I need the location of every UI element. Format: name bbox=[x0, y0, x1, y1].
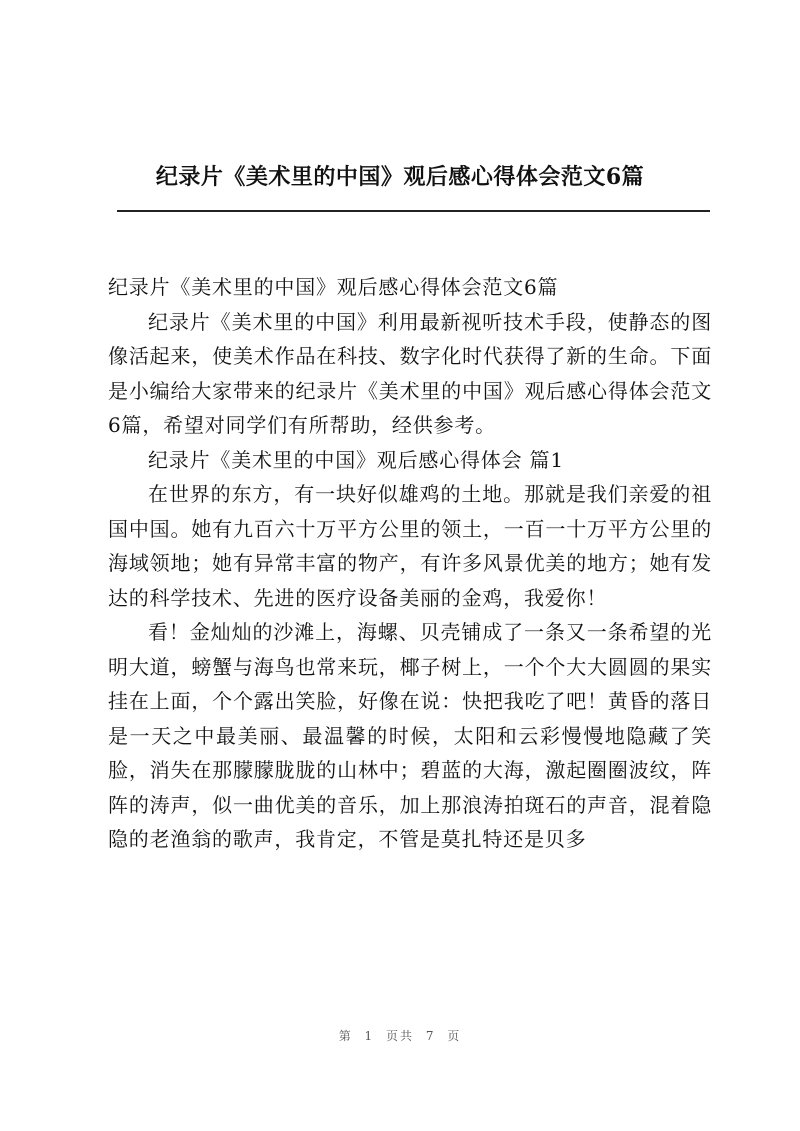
page-number: 第 1 页共 7 页 bbox=[338, 1029, 462, 1043]
document-title: 纪录片《美术里的中国》观后感心得体会范文6篇 bbox=[155, 164, 645, 190]
body-heading: 纪录片《美术里的中国》观后感心得体会范文6篇 bbox=[108, 275, 559, 299]
title-underline bbox=[117, 210, 710, 212]
paragraph: 看！金灿灿的沙滩上，海螺、贝壳铺成了一条又一条希望的光明大道，螃蟹与海鸟也常来玩，椰子树上，一个个大大圆圆的果实挂在上面，个个露出笑脸，好像在说：快把我吃了吧！黄昏的落日是一天之中最美丽、最温馨的时候，太阳和云彩慢慢地隐藏了笑脸，消失在那朦朦胧胧的山林中；碧蓝的大海，激起圈圈波纹，阵阵的涛声，似一曲优美的音乐，加上那浪涛拍斑石的声音，混着隐隐的老渔翁的歌声，我肯定，不管是莫扎特还是贝多 bbox=[108, 620, 712, 851]
intro-paragraph: 纪录片《美术里的中国》利用最新视听技术手段，使静态的图像活起来，使美术作品在科技、数字化时代获得了新的生命。下面是小编给大家带来的纪录片《美术里的中国》观后感心得体会范文6篇，希望对同学们有所帮助，经供参考。 bbox=[108, 309, 712, 437]
paragraph: 在世界的东方，有一块好似雄鸡的土地。那就是我们亲爱的祖国中国。她有九百六十万平方公里的领土，一百一十万平方公里的海域领地；她有异常丰富的物产，有许多风景优美的地方；她有发达的科学技术、先进的医疗设备美丽的金鸡，我爱你！ bbox=[108, 482, 712, 610]
document-body bbox=[108, 270, 712, 857]
section-heading: 纪录片《美术里的中国》观后感心得体会 篇1 bbox=[148, 447, 564, 472]
